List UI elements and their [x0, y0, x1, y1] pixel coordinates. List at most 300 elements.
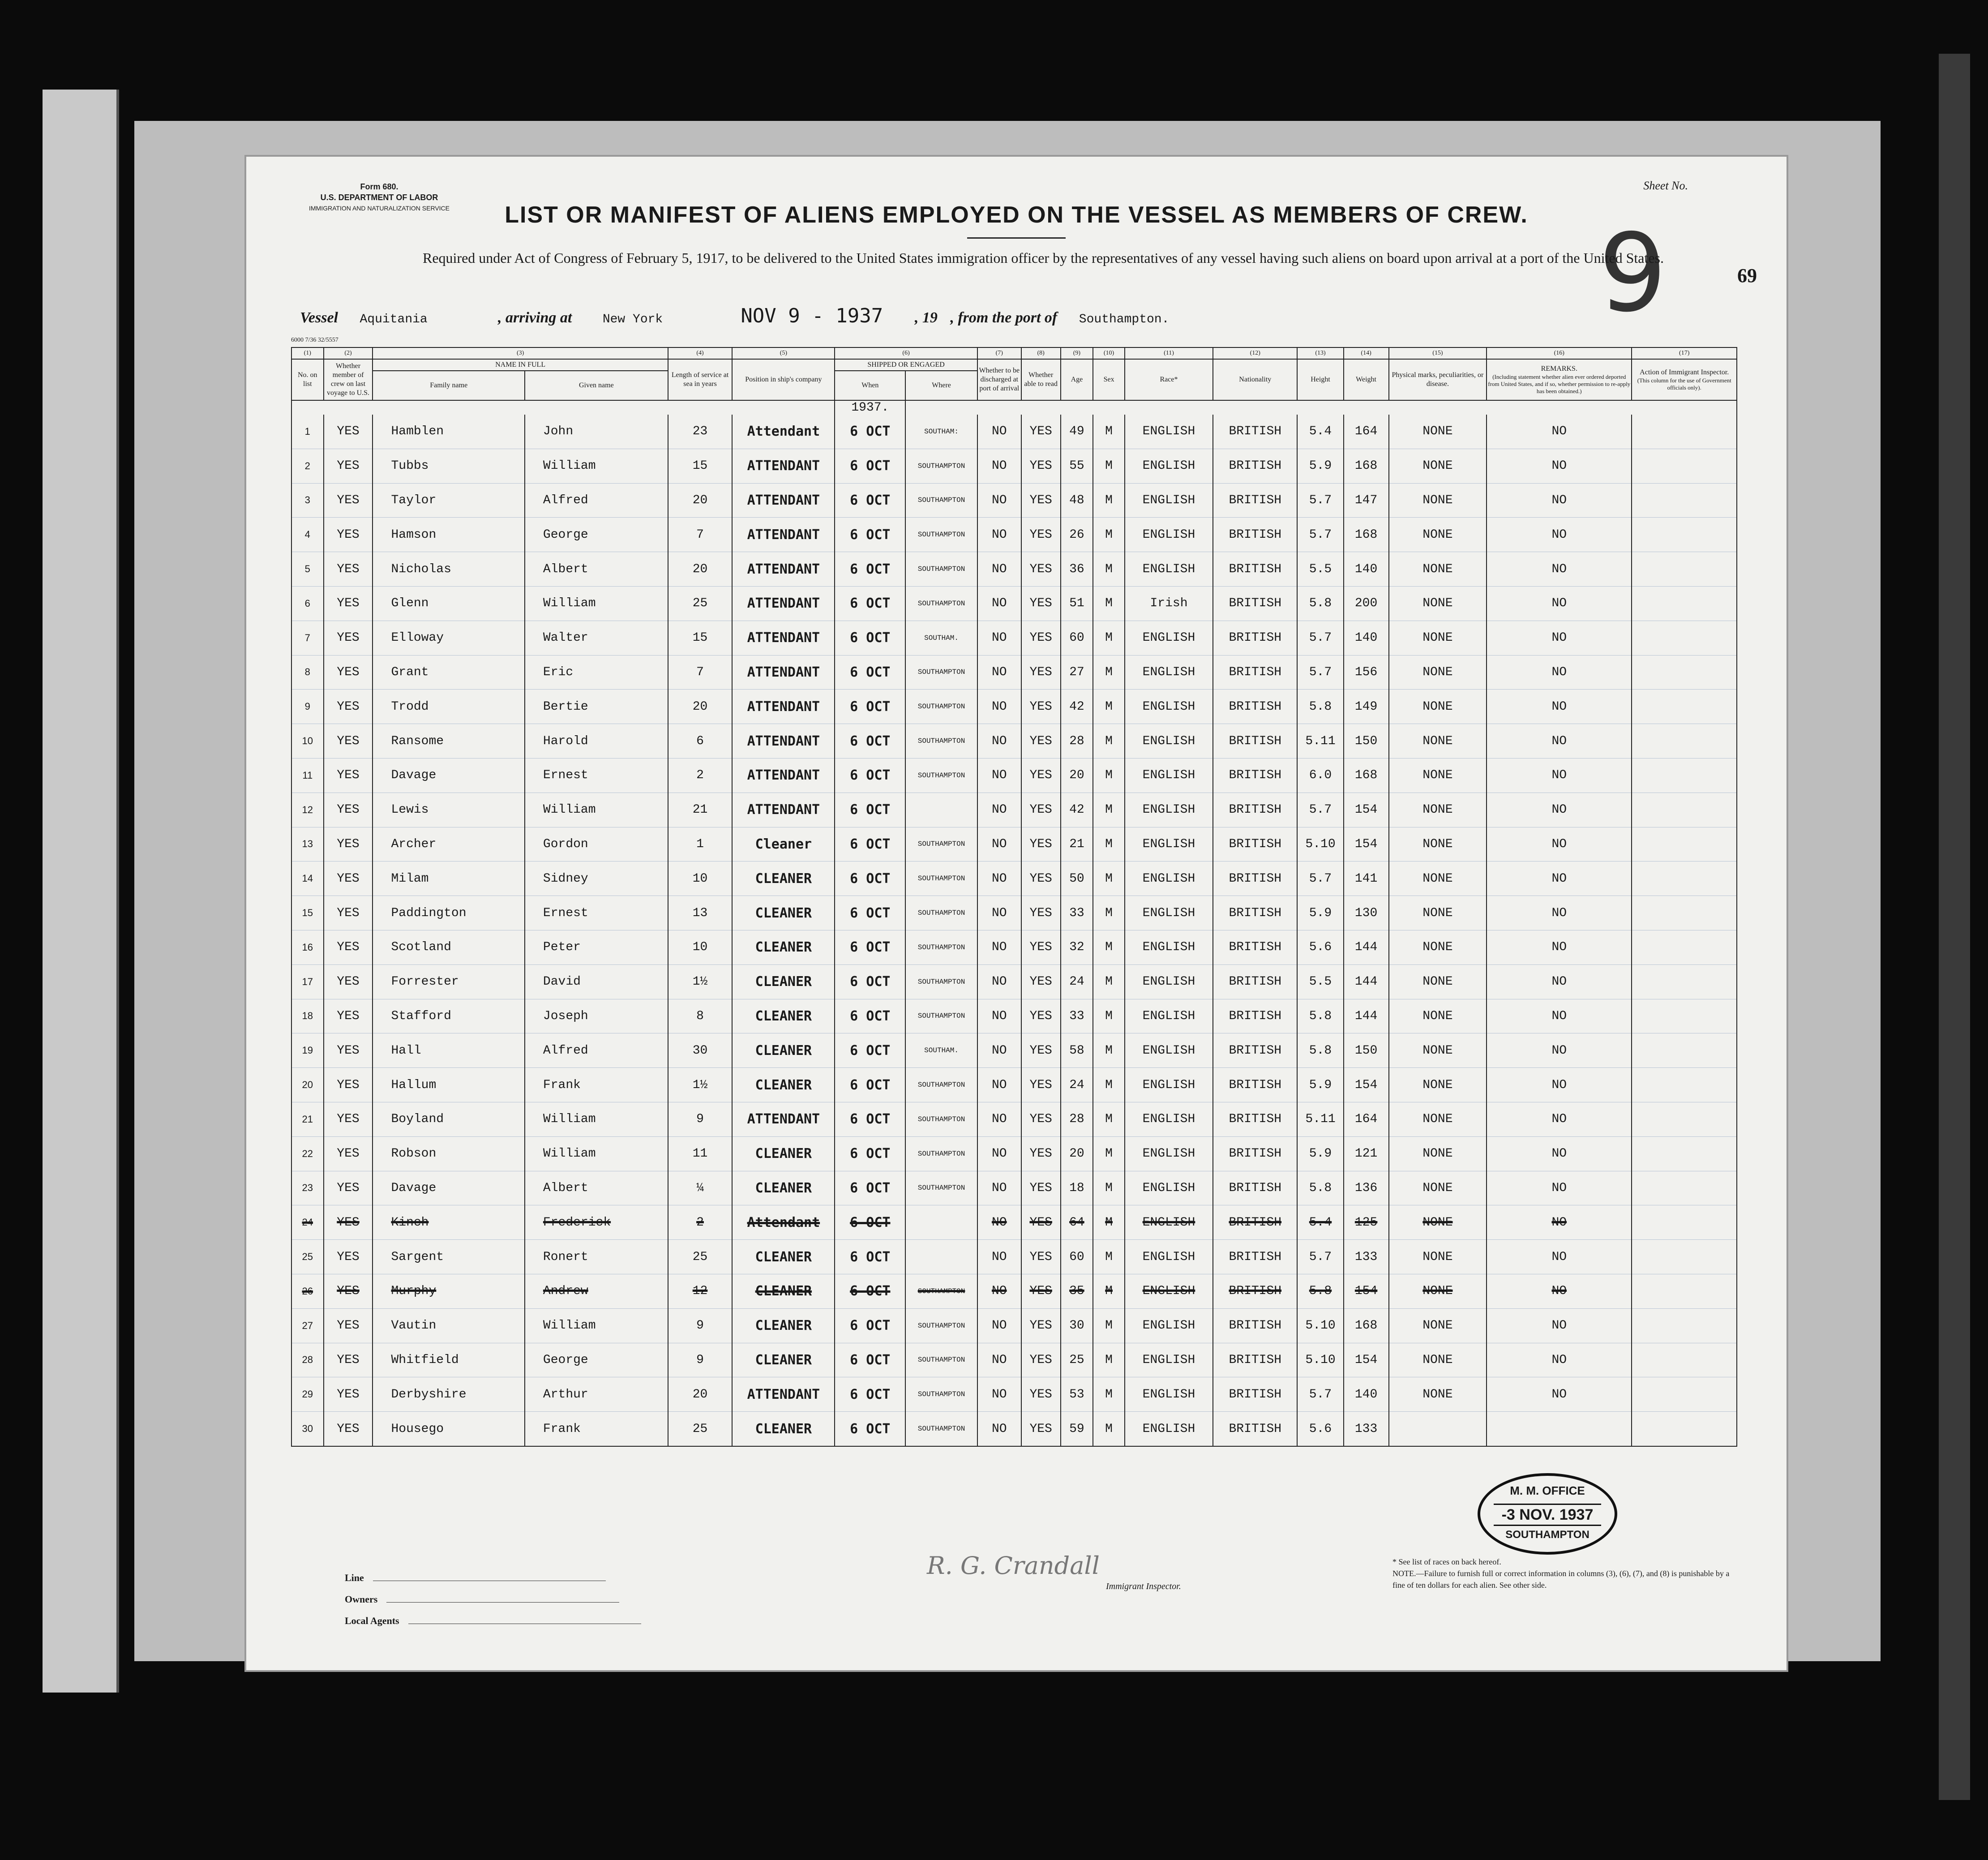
penalty-note: NOTE.—Failure to furnish full or correct information in columns (3), (6), (7), and (8) is punishable by a fine of ten dollars for each alien. See other side.: [1392, 1569, 1730, 1590]
last-voyage: YES: [324, 415, 373, 449]
column-number: (3): [373, 347, 668, 359]
crew-row: [291, 655, 1737, 690]
physical-marks: NONE: [1389, 483, 1487, 518]
shipped-when: 6 OCT: [835, 483, 905, 518]
service-years: ¼: [668, 1171, 733, 1205]
discharged: NO: [977, 1308, 1021, 1343]
crew-row: [291, 930, 1737, 964]
discharged: NO: [977, 861, 1021, 896]
sex: M: [1093, 552, 1125, 587]
crew-no: 15: [291, 896, 324, 930]
inspector-action: [1632, 1240, 1737, 1274]
able-to-read: YES: [1021, 724, 1061, 759]
able-to-read: YES: [1021, 861, 1061, 896]
inspector-label: Immigrant Inspector.: [1106, 1581, 1181, 1591]
footer-fields: [345, 1567, 641, 1632]
sex: M: [1093, 1068, 1125, 1102]
shipped-when: 6 OCT: [835, 655, 905, 690]
nationality: BRITISH: [1213, 1171, 1297, 1205]
race: ENGLISH: [1125, 827, 1213, 861]
age: 42: [1061, 690, 1093, 724]
race: ENGLISH: [1125, 552, 1213, 587]
physical-marks: NONE: [1389, 1171, 1487, 1205]
weight: 164: [1344, 415, 1389, 449]
remarks: NO: [1487, 930, 1632, 964]
family-name: Glenn: [373, 586, 524, 621]
position: Cleaner: [732, 827, 835, 861]
nationality: BRITISH: [1213, 1240, 1297, 1274]
last-voyage: YES: [324, 1136, 373, 1171]
age: 58: [1061, 1033, 1093, 1068]
discharged: NO: [977, 1274, 1021, 1308]
given-name: Sidney: [525, 861, 668, 896]
given-name: Harold: [525, 724, 668, 759]
inspector-action: [1632, 930, 1737, 964]
weight: 144: [1344, 964, 1389, 999]
crew-no: 24: [291, 1205, 324, 1240]
discharged: NO: [977, 896, 1021, 930]
physical-marks: NONE: [1389, 1240, 1487, 1274]
service-years: 25: [668, 586, 733, 621]
remarks: NO: [1487, 896, 1632, 930]
height: 5.11: [1297, 1102, 1343, 1136]
family-name: Milam: [373, 861, 524, 896]
given-name: William: [525, 1102, 668, 1136]
able-to-read: YES: [1021, 1171, 1061, 1205]
age: 49: [1061, 415, 1093, 449]
crew-row: [291, 896, 1737, 930]
crew-row: [291, 1308, 1737, 1343]
header-race: Race*: [1125, 359, 1213, 400]
discharged: NO: [977, 1205, 1021, 1240]
inspector-action: [1632, 1343, 1737, 1377]
given-name: Frederick: [525, 1205, 668, 1240]
header-weight: Weight: [1344, 359, 1389, 400]
last-voyage: YES: [324, 1274, 373, 1308]
shipped-when: 6 OCT: [835, 758, 905, 793]
nationality: BRITISH: [1213, 1412, 1297, 1446]
position: ATTENDANT: [732, 518, 835, 552]
column-number: (15): [1389, 347, 1487, 359]
height: 5.7: [1297, 1377, 1343, 1412]
height: 5.10: [1297, 1308, 1343, 1343]
discharged: NO: [977, 449, 1021, 483]
weight: 140: [1344, 621, 1389, 655]
given-name: Albert: [525, 1171, 668, 1205]
header-family-name: Family name: [373, 371, 524, 400]
discharged: NO: [977, 758, 1021, 793]
height: 5.7: [1297, 793, 1343, 827]
service-years: 30: [668, 1033, 733, 1068]
given-name: Alfred: [525, 1033, 668, 1068]
crew-manifest-table: [291, 347, 1737, 1447]
column-number: (8): [1021, 347, 1061, 359]
crew-row: [291, 1240, 1737, 1274]
age: 35: [1061, 1274, 1093, 1308]
physical-marks: NONE: [1389, 655, 1487, 690]
service-years: 10: [668, 861, 733, 896]
form-number: Form 680.: [360, 182, 398, 191]
crew-row: [291, 1377, 1737, 1412]
weight: 136: [1344, 1171, 1389, 1205]
nationality: BRITISH: [1213, 827, 1297, 861]
nationality: BRITISH: [1213, 896, 1297, 930]
page-number: 69: [1737, 265, 1757, 287]
crew-no: 25: [291, 1240, 324, 1274]
crew-no: 29: [291, 1377, 324, 1412]
crew-row: [291, 1274, 1737, 1308]
given-name: William: [525, 449, 668, 483]
shipped-when: 6 OCT: [835, 586, 905, 621]
physical-marks: NONE: [1389, 896, 1487, 930]
inspector-action: [1632, 449, 1737, 483]
able-to-read: YES: [1021, 621, 1061, 655]
age: 48: [1061, 483, 1093, 518]
inspector-action: [1632, 896, 1737, 930]
shipped-when: 6 OCT: [835, 552, 905, 587]
sex: M: [1093, 1033, 1125, 1068]
shipped-where: [905, 1240, 977, 1274]
age: 25: [1061, 1343, 1093, 1377]
discharged: NO: [977, 930, 1021, 964]
position: CLEANER: [732, 1033, 835, 1068]
sex: M: [1093, 1343, 1125, 1377]
shipped-when: 6 OCT: [835, 690, 905, 724]
given-name: Ronert: [525, 1240, 668, 1274]
position: ATTENDANT: [732, 621, 835, 655]
race: ENGLISH: [1125, 1412, 1213, 1446]
family-name: Forrester: [373, 964, 524, 999]
footer-line: Line: [345, 1567, 641, 1589]
from-port-label: , from the port of: [950, 309, 1058, 326]
discharged: NO: [977, 1033, 1021, 1068]
able-to-read: YES: [1021, 1308, 1061, 1343]
form-service: IMMIGRATION AND NATURALIZATION SERVICE: [309, 205, 450, 212]
shipped-when: 6 OCT: [835, 1102, 905, 1136]
height: 5.6: [1297, 1412, 1343, 1446]
column-number: (11): [1125, 347, 1213, 359]
family-name: Elloway: [373, 621, 524, 655]
height: 5.10: [1297, 827, 1343, 861]
discharged: NO: [977, 586, 1021, 621]
sex: M: [1093, 1205, 1125, 1240]
last-voyage: YES: [324, 655, 373, 690]
remarks-title: REMARKS.: [1541, 365, 1577, 373]
service-years: 9: [668, 1343, 733, 1377]
remarks: NO: [1487, 999, 1632, 1033]
header-read: Whether able to read: [1021, 359, 1061, 400]
discharged: NO: [977, 483, 1021, 518]
shipped-where: SOUTHAMPTON: [905, 930, 977, 964]
given-name: William: [525, 586, 668, 621]
header-when: When: [835, 371, 905, 400]
shipped-when: 6 OCT: [835, 999, 905, 1033]
shipped-where: SOUTHAMPTON: [905, 724, 977, 759]
last-voyage: YES: [324, 586, 373, 621]
remarks: NO: [1487, 758, 1632, 793]
service-years: 23: [668, 415, 733, 449]
shipped-when: 6 OCT: [835, 793, 905, 827]
able-to-read: YES: [1021, 1068, 1061, 1102]
sex: M: [1093, 1102, 1125, 1136]
remarks: [1487, 1412, 1632, 1446]
family-name: Hallum: [373, 1068, 524, 1102]
shipped-when: 6 OCT: [835, 1274, 905, 1308]
last-voyage: YES: [324, 1068, 373, 1102]
crew-no: 5: [291, 552, 324, 587]
remarks: NO: [1487, 415, 1632, 449]
service-years: 1½: [668, 964, 733, 999]
crew-no: 18: [291, 999, 324, 1033]
race: ENGLISH: [1125, 999, 1213, 1033]
physical-marks: NONE: [1389, 930, 1487, 964]
position: ATTENDANT: [732, 1102, 835, 1136]
age: 20: [1061, 1136, 1093, 1171]
weight: 154: [1344, 793, 1389, 827]
position: Attendant: [732, 415, 835, 449]
physical-marks: NONE: [1389, 1343, 1487, 1377]
service-years: 8: [668, 999, 733, 1033]
shipped-when: 6 OCT: [835, 1377, 905, 1412]
shipped-where: SOUTHAMPTON: [905, 449, 977, 483]
position: CLEANER: [732, 861, 835, 896]
column-number: (6): [835, 347, 977, 359]
crew-no: 26: [291, 1274, 324, 1308]
physical-marks: NONE: [1389, 1033, 1487, 1068]
column-header-row: [291, 359, 1737, 371]
service-years: 20: [668, 1377, 733, 1412]
race: ENGLISH: [1125, 724, 1213, 759]
height: 5.4: [1297, 415, 1343, 449]
shipped-where: SOUTHAMPTON: [905, 861, 977, 896]
physical-marks: NONE: [1389, 621, 1487, 655]
height: 5.9: [1297, 449, 1343, 483]
family-name: Paddington: [373, 896, 524, 930]
given-name: Frank: [525, 1412, 668, 1446]
year-label: , 19: [914, 309, 938, 326]
position: CLEANER: [732, 1136, 835, 1171]
remarks: NO: [1487, 1205, 1632, 1240]
race: ENGLISH: [1125, 449, 1213, 483]
height: 5.7: [1297, 655, 1343, 690]
given-name: Walter: [525, 621, 668, 655]
physical-marks: NONE: [1389, 964, 1487, 999]
able-to-read: YES: [1021, 930, 1061, 964]
position: ATTENDANT: [732, 690, 835, 724]
last-voyage: YES: [324, 964, 373, 999]
remarks: NO: [1487, 1240, 1632, 1274]
sex: M: [1093, 690, 1125, 724]
height: 5.5: [1297, 964, 1343, 999]
header-physical: Physical marks, peculiarities, or disease.: [1389, 359, 1487, 400]
inspector-action: [1632, 1308, 1737, 1343]
sex: M: [1093, 1240, 1125, 1274]
mm-office-stamp: [1478, 1473, 1617, 1555]
nationality: BRITISH: [1213, 1033, 1297, 1068]
header-nationality: Nationality: [1213, 359, 1297, 400]
physical-marks: NONE: [1389, 1068, 1487, 1102]
weight: 168: [1344, 758, 1389, 793]
crew-row: [291, 690, 1737, 724]
nationality: BRITISH: [1213, 999, 1297, 1033]
header-length-service: Length of service at sea in years: [668, 359, 733, 400]
age: 51: [1061, 586, 1093, 621]
header-discharged: Whether to be discharged at port of arrival: [977, 359, 1021, 400]
weight: 150: [1344, 1033, 1389, 1068]
header-position: Position in ship's company: [732, 359, 835, 400]
discharged: NO: [977, 793, 1021, 827]
race: ENGLISH: [1125, 1240, 1213, 1274]
weight: 156: [1344, 655, 1389, 690]
able-to-read: YES: [1021, 758, 1061, 793]
shipped-where: SOUTHAMPTON: [905, 552, 977, 587]
remarks: NO: [1487, 827, 1632, 861]
crew-no: 2: [291, 449, 324, 483]
height: 5.6: [1297, 930, 1343, 964]
inspector-action: [1632, 999, 1737, 1033]
family-name: Davage: [373, 758, 524, 793]
printed-code: 6000 7/36 32/5557: [291, 337, 338, 343]
crew-row: [291, 1343, 1737, 1377]
shipped-where: SOUTHAMPTON: [905, 964, 977, 999]
stamp-bottom: SOUTHAMPTON: [1505, 1529, 1590, 1541]
shipped-where: SOUTHAMPTON: [905, 1274, 977, 1308]
service-years: 1: [668, 827, 733, 861]
column-number: (16): [1487, 347, 1632, 359]
family-name: Lewis: [373, 793, 524, 827]
able-to-read: YES: [1021, 1377, 1061, 1412]
age: 60: [1061, 1240, 1093, 1274]
remarks: NO: [1487, 552, 1632, 587]
sex: M: [1093, 930, 1125, 964]
shipped-where: SOUTHAMPTON: [905, 999, 977, 1033]
position: ATTENDANT: [732, 552, 835, 587]
remarks: NO: [1487, 1377, 1632, 1412]
race: ENGLISH: [1125, 1033, 1213, 1068]
stamp-date: -3 NOV. 1937: [1494, 1504, 1601, 1526]
height: 5.7: [1297, 483, 1343, 518]
race: ENGLISH: [1125, 793, 1213, 827]
physical-marks: NONE: [1389, 1102, 1487, 1136]
service-years: 12: [668, 1274, 733, 1308]
weight: 154: [1344, 1068, 1389, 1102]
vessel-label: Vessel: [300, 309, 338, 326]
shipped-where: SOUTHAMPTON: [905, 586, 977, 621]
family-name: Nicholas: [373, 552, 524, 587]
race: ENGLISH: [1125, 1171, 1213, 1205]
shipped-when: 6 OCT: [835, 1205, 905, 1240]
inspector-action: [1632, 1412, 1737, 1446]
position: CLEANER: [732, 1068, 835, 1102]
able-to-read: YES: [1021, 964, 1061, 999]
column-number: (14): [1344, 347, 1389, 359]
inspector-action: [1632, 793, 1737, 827]
nationality: BRITISH: [1213, 964, 1297, 999]
able-to-read: YES: [1021, 690, 1061, 724]
shipped-when: 6 OCT: [835, 518, 905, 552]
inspector-action: [1632, 1068, 1737, 1102]
shipped-where: SOUTHAM:: [905, 415, 977, 449]
age: 18: [1061, 1171, 1093, 1205]
nationality: BRITISH: [1213, 690, 1297, 724]
discharged: NO: [977, 518, 1021, 552]
able-to-read: YES: [1021, 449, 1061, 483]
last-voyage: YES: [324, 1343, 373, 1377]
crew-no: 10: [291, 724, 324, 759]
shipped-where: SOUTHAMPTON: [905, 1377, 977, 1412]
age: 36: [1061, 552, 1093, 587]
crew-row: [291, 586, 1737, 621]
family-name: Hall: [373, 1033, 524, 1068]
race: ENGLISH: [1125, 690, 1213, 724]
discharged: NO: [977, 655, 1021, 690]
able-to-read: YES: [1021, 1274, 1061, 1308]
crew-row: [291, 1171, 1737, 1205]
able-to-read: YES: [1021, 1102, 1061, 1136]
age: 55: [1061, 449, 1093, 483]
header-remarks: [1487, 359, 1632, 400]
sex: M: [1093, 518, 1125, 552]
footer-agents: Local Agents: [345, 1610, 641, 1632]
height: 5.9: [1297, 1136, 1343, 1171]
position: CLEANER: [732, 1274, 835, 1308]
shipped-when: 6 OCT: [835, 724, 905, 759]
column-number: (2): [324, 347, 373, 359]
last-voyage: YES: [324, 930, 373, 964]
crew-no: 27: [291, 1308, 324, 1343]
physical-marks: NONE: [1389, 1274, 1487, 1308]
shipped-when: 6 OCT: [835, 1171, 905, 1205]
weight: 150: [1344, 724, 1389, 759]
age: 53: [1061, 1377, 1093, 1412]
shipped-when: 6 OCT: [835, 621, 905, 655]
service-years: 13: [668, 896, 733, 930]
shipped-when: 6 OCT: [835, 930, 905, 964]
position: ATTENDANT: [732, 483, 835, 518]
service-years: 9: [668, 1102, 733, 1136]
last-voyage: YES: [324, 896, 373, 930]
last-voyage: YES: [324, 827, 373, 861]
able-to-read: YES: [1021, 655, 1061, 690]
height: 5.8: [1297, 1033, 1343, 1068]
position: ATTENDANT: [732, 449, 835, 483]
remarks: NO: [1487, 449, 1632, 483]
crew-no: 1: [291, 415, 324, 449]
shipped-when: 6 OCT: [835, 827, 905, 861]
stamp-top: M. M. OFFICE: [1510, 1484, 1585, 1497]
service-years: 15: [668, 449, 733, 483]
last-voyage: YES: [324, 793, 373, 827]
remarks: NO: [1487, 861, 1632, 896]
age: 32: [1061, 930, 1093, 964]
crew-no: 17: [291, 964, 324, 999]
age: 42: [1061, 793, 1093, 827]
height: 6.0: [1297, 758, 1343, 793]
position: ATTENDANT: [732, 655, 835, 690]
crew-no: 22: [291, 1136, 324, 1171]
physical-marks: NONE: [1389, 758, 1487, 793]
family-name: Stafford: [373, 999, 524, 1033]
sex: M: [1093, 758, 1125, 793]
crew-row: [291, 483, 1737, 518]
age: 33: [1061, 999, 1093, 1033]
position: CLEANER: [732, 1171, 835, 1205]
shipped-where: SOUTHAM.: [905, 1033, 977, 1068]
height: 5.4: [1297, 1205, 1343, 1240]
crew-no: 23: [291, 1171, 324, 1205]
page-subtitle: Required under Act of Congress of February 5, 1917, to be delivered to the United States immigration officer by the representatives of any vessel having such aliens on board upon arrival at a port of the United States.: [422, 250, 1664, 266]
crew-no: 16: [291, 930, 324, 964]
